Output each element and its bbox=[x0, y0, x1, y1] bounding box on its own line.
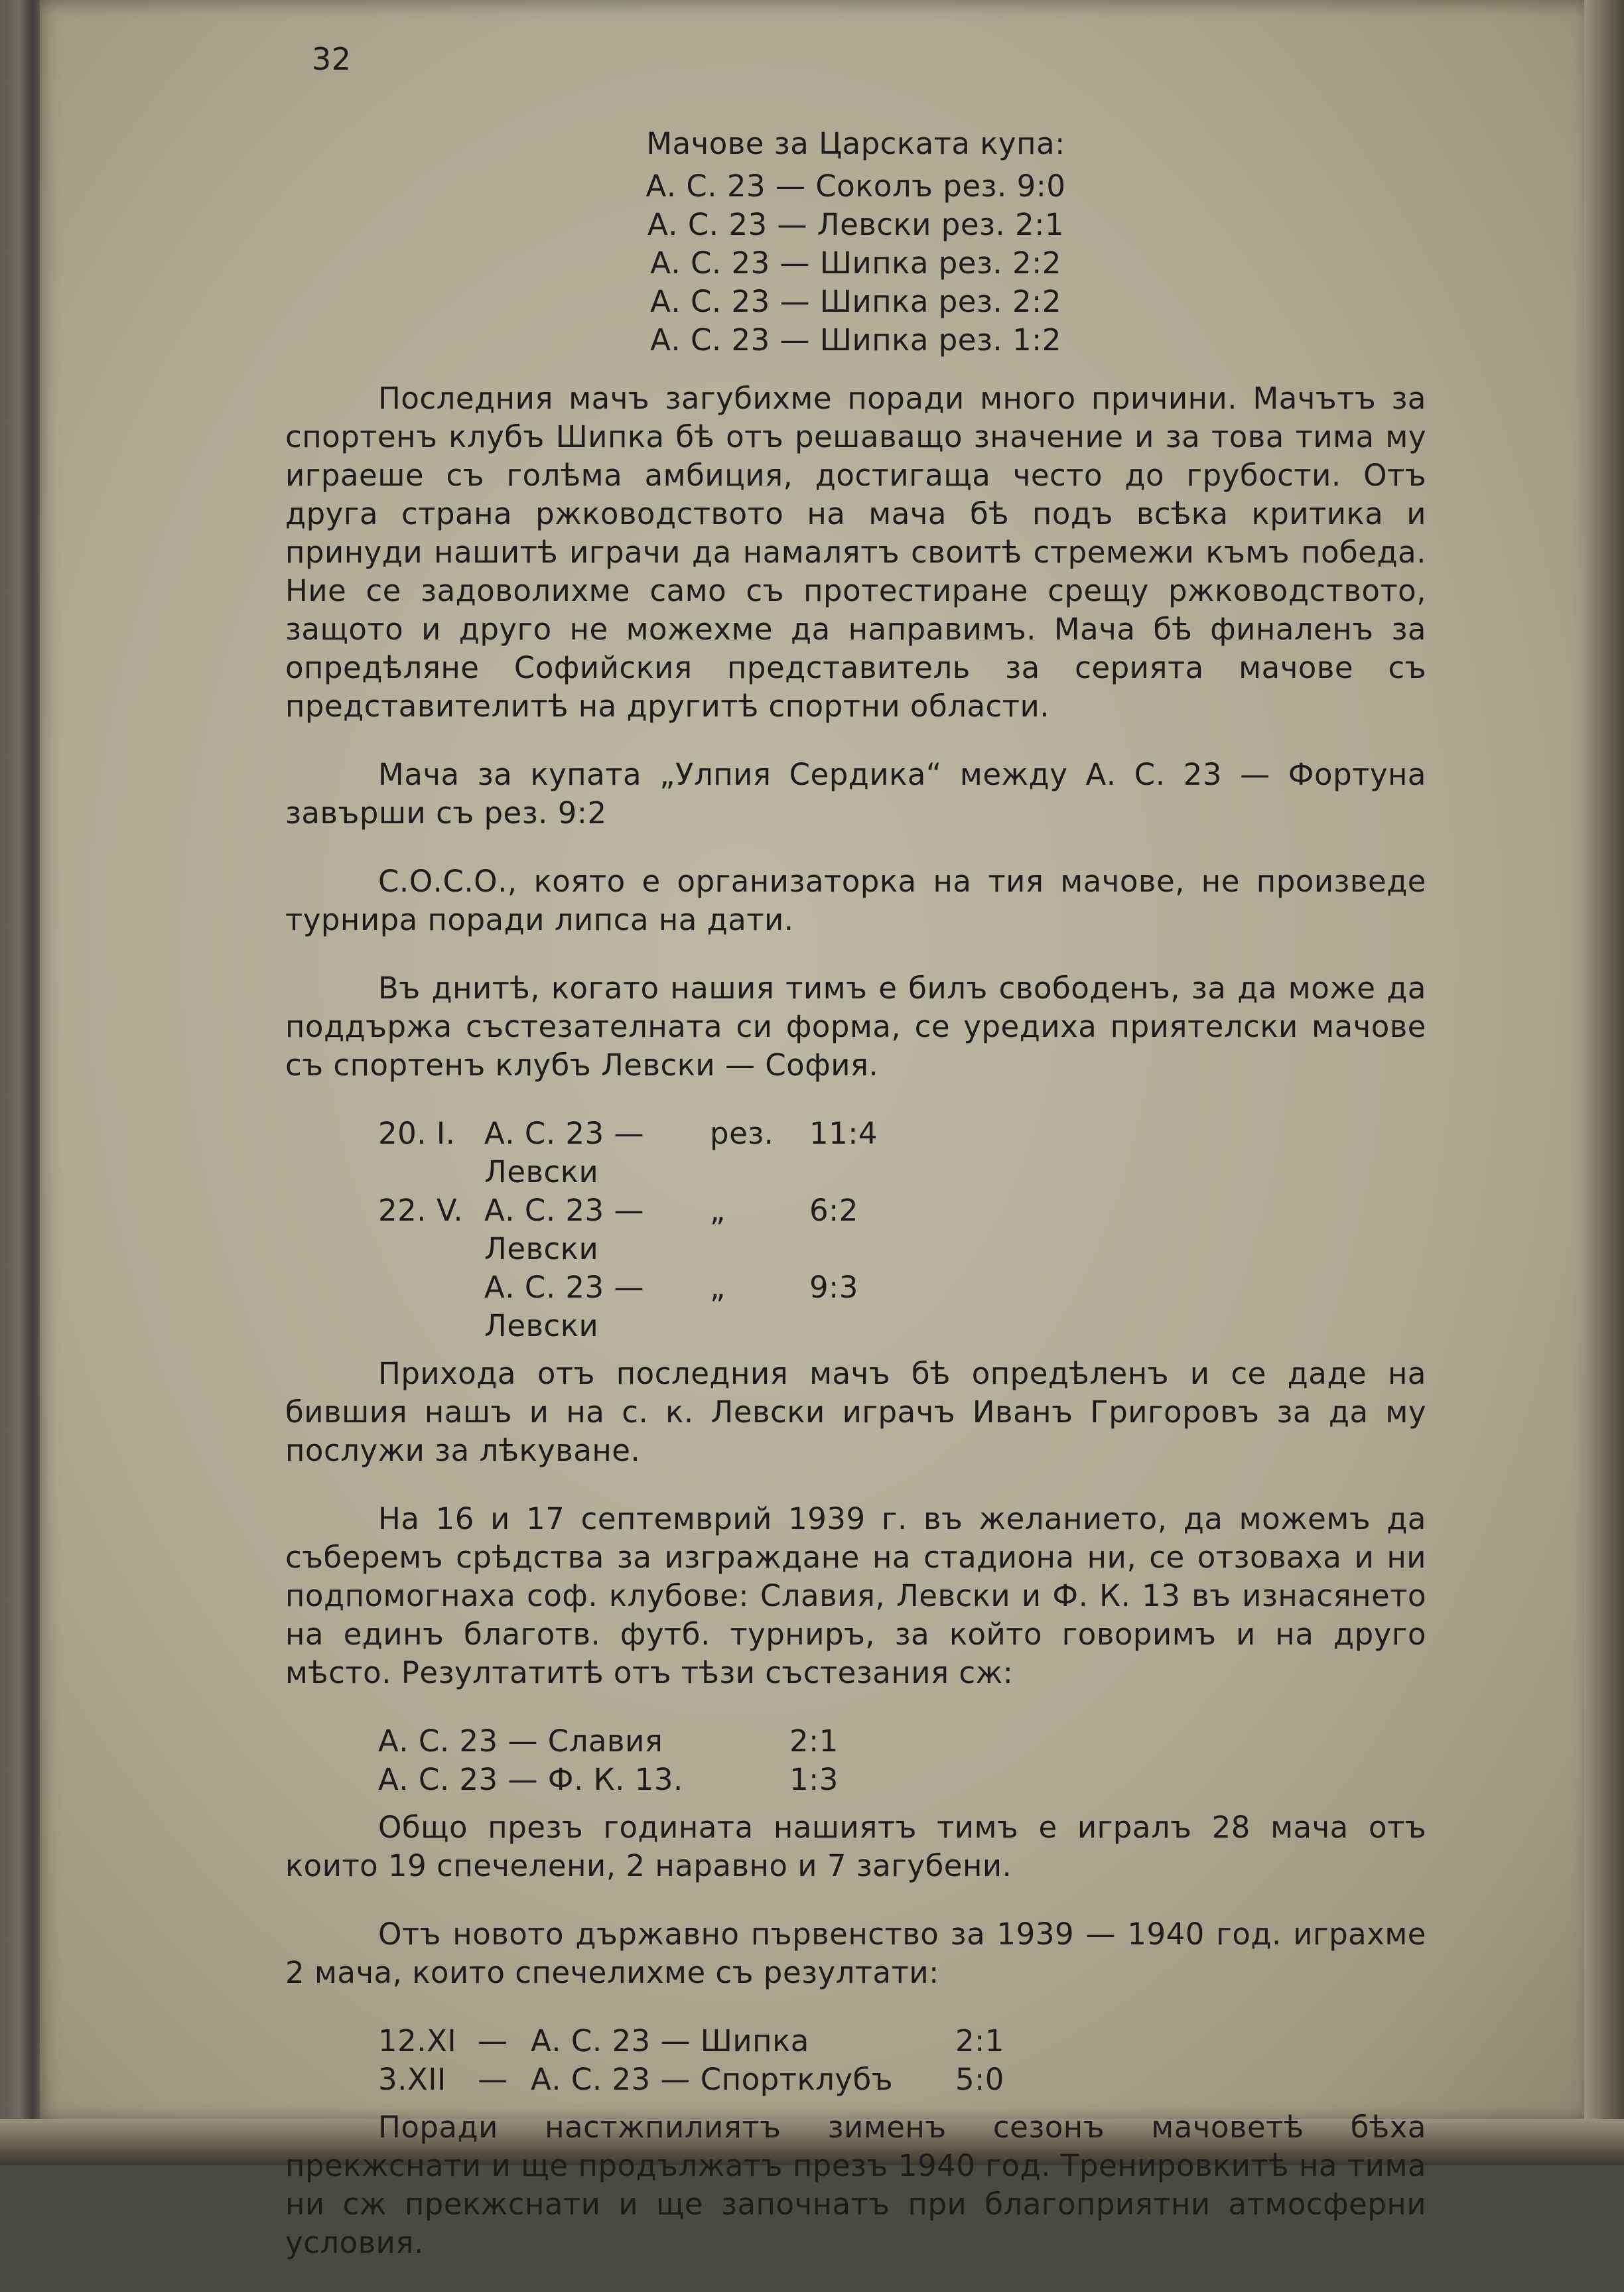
match-score: 2:2 bbox=[1012, 284, 1061, 319]
match-date: 12.XI bbox=[378, 2023, 457, 2058]
match-teams: А. С. 23 — Шипка bbox=[650, 322, 929, 358]
friendly-match-row bbox=[378, 1114, 1426, 1191]
match-score: 6:2 bbox=[809, 1193, 858, 1228]
paragraph: На 16 и 17 септемврий 1939 г. въ желанието, да можемъ да съберемъ срѣдства за изграждане на стадиона ни, се отзоваха и ни подпомогнаха соф. клубове: Славия, Левски и Ф. К. 13 въ изнасянето на единъ благотв. футб. турниръ, за който говоримъ и на друго мѣсто. Резултатитѣ отъ тѣзи състезания сж: bbox=[285, 1501, 1426, 1690]
match-label: рез. bbox=[941, 207, 1006, 242]
page-text-block bbox=[285, 40, 1426, 2292]
paragraph: Въ днитѣ, когато нашия тимъ е билъ свободенъ, за да може да поддържа състезателната си форма, се уредиха приятелски мачове съ спортенъ клубъ Левски — София. bbox=[285, 971, 1426, 1083]
match-teams: А. С. 23 — Спортклубъ bbox=[531, 2062, 894, 2097]
match-label: „ bbox=[710, 1193, 726, 1228]
match-teams: А. С. 23 — Левски bbox=[484, 1193, 644, 1266]
match-teams: А. С. 23 — Соколъ bbox=[645, 169, 933, 204]
match-score: 2:1 bbox=[789, 1723, 839, 1759]
match-teams: А. С. 23 — Шипка bbox=[531, 2023, 809, 2058]
paragraph: Общо презъ годината нашиятъ тимъ е игралъ 28 мача отъ които 19 спечелени, 2 наравно и 7 загубени. bbox=[285, 1810, 1426, 1883]
match-score: 1:3 bbox=[789, 1762, 839, 1797]
match-date: 22. V. bbox=[378, 1193, 464, 1228]
match-label: „ bbox=[710, 1270, 726, 1305]
match-teams: А. С. 23 — Ф. К. 13. bbox=[378, 1762, 683, 1797]
match-label: рез. bbox=[938, 322, 1003, 358]
match-label: рез. bbox=[710, 1116, 774, 1151]
friendly-match-row bbox=[378, 1268, 1426, 1345]
cup-match-row bbox=[285, 244, 1426, 283]
page-number: 32 bbox=[312, 41, 352, 77]
paragraph: Отъ новото държавно първенство за 1939 — 1940 год. играхме 2 мача, които спечелихме съ резултати: bbox=[285, 1917, 1426, 1990]
match-score: 9:0 bbox=[1016, 169, 1066, 204]
tournament-match-row bbox=[378, 1722, 1426, 1761]
match-date: 3.XII bbox=[378, 2062, 446, 2097]
tournament-match-row bbox=[378, 1761, 1426, 1799]
paragraph: С.О.С.О., която е организаторка на тия мачове, не произведе турнира поради липса на дати. bbox=[285, 864, 1426, 937]
match-dash: — bbox=[478, 2062, 508, 2097]
league-match-row bbox=[378, 2060, 1426, 2099]
page-edge-right bbox=[1584, 0, 1624, 2165]
league-match-table bbox=[378, 2022, 1426, 2099]
match-date bbox=[378, 1268, 484, 1345]
match-teams: А. С. 23 — Левски bbox=[484, 1116, 644, 1189]
match-label: рез. bbox=[938, 284, 1003, 319]
cup-match-row bbox=[285, 283, 1426, 321]
match-label: рез. bbox=[938, 245, 1003, 281]
paragraph: Прихода отъ последния мачъ бѣ опредѣленъ и се даде на бившия нашъ и на с. к. Левски играчъ Иванъ Григоровъ за да му послужи за лѣкуване. bbox=[285, 1356, 1426, 1468]
match-teams: А. С. 23 — Славия bbox=[378, 1723, 663, 1759]
paragraph: Мача за купата „Улпия Сердика“ между А. С. 23 — Фортуна завърши съ рез. 9:2 bbox=[285, 757, 1426, 831]
cup-heading: Мачове за Царската купа: bbox=[646, 126, 1065, 161]
match-teams: А. С. 23 — Левски bbox=[484, 1270, 644, 1343]
friendly-match-row bbox=[378, 1191, 1426, 1268]
match-score: 1:2 bbox=[1012, 322, 1061, 358]
tournament-match-table bbox=[378, 1722, 1426, 1799]
cup-match-list bbox=[285, 167, 1426, 360]
match-score: 9:3 bbox=[809, 1270, 858, 1305]
match-score: 2:1 bbox=[1015, 207, 1065, 242]
cup-match-row bbox=[285, 167, 1426, 206]
match-score: 11:4 bbox=[809, 1116, 878, 1151]
paragraph: Последния мачъ загубихме поради много причини. Мачътъ за спортенъ клубъ Шипка бѣ отъ решаващо значение и за това тима му играеше съ голѣма амбиция, достигаща често до грубости. Отъ друга страна ржководството на мача бѣ подъ всѣка критика и принуди нашитѣ играчи да намалятъ своитѣ стремежи къмъ победа. Ние се задоволихме само съ протестиране срещу ржководството, защото и друго не можехме да направимъ. Мача бѣ финаленъ за опредѣляне Софийския представитель за серията мачове съ представителитѣ на другитѣ спортни области. bbox=[285, 381, 1426, 724]
league-match-row bbox=[378, 2022, 1426, 2060]
match-label: рез. bbox=[943, 169, 1007, 204]
match-teams: А. С. 23 — Шипка bbox=[650, 245, 929, 281]
match-date: 20. I. bbox=[378, 1116, 456, 1151]
match-score: 2:1 bbox=[955, 2023, 1004, 2058]
cup-match-row bbox=[285, 321, 1426, 360]
match-score: 2:2 bbox=[1012, 245, 1061, 281]
match-score: 5:0 bbox=[955, 2062, 1004, 2097]
match-teams: А. С. 23 — Шипка bbox=[650, 284, 929, 319]
friendly-match-table bbox=[378, 1114, 1426, 1345]
match-teams: А. С. 23 — Левски bbox=[647, 207, 931, 242]
cup-match-row bbox=[285, 206, 1426, 244]
match-dash: — bbox=[478, 2023, 508, 2058]
paragraph: Поради настжпилиятъ зименъ сезонъ мачоветѣ бѣха прекжснати и ще продължатъ презъ 1940 год. Тренировкитѣ на тима ни сж прекжснати и ще започнатъ при благоприятни атмосферни условия. bbox=[285, 2110, 1426, 2260]
